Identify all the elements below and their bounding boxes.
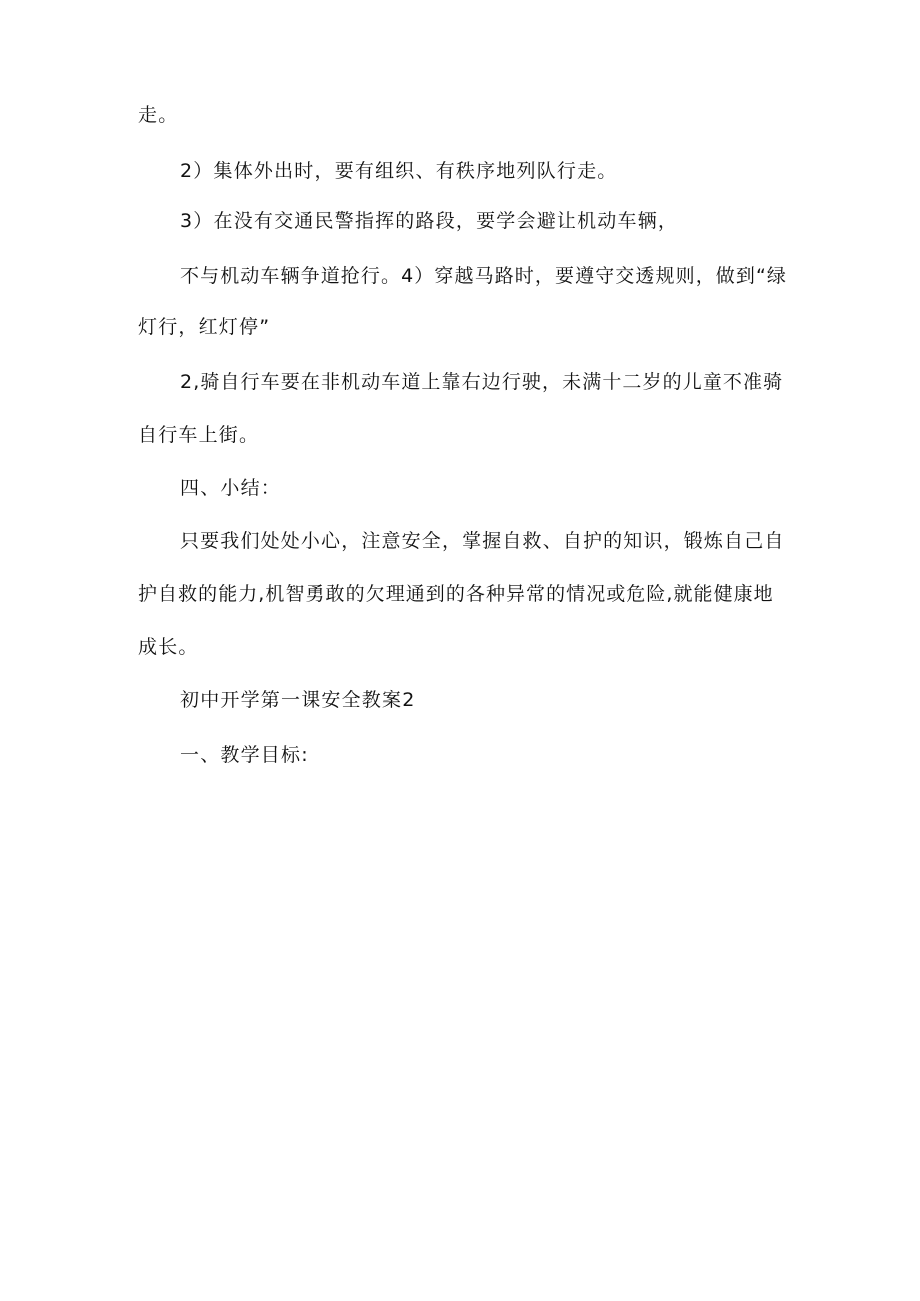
- document-title: 初中开学第一课安全教案2: [180, 689, 416, 711]
- paragraph-line: 走。: [138, 104, 179, 126]
- list-item-3: 3）在没有交通民警指挥的路段，要学会避让机动车辆，: [180, 210, 679, 232]
- paragraph-line: 自行车上街。: [138, 424, 260, 446]
- paragraph-line: 成长。: [138, 636, 199, 658]
- paragraph-line: 护自救的能力,机智勇敢的欠理通到的各种异常的情况或危险,就能健康地: [138, 583, 774, 605]
- section-heading-summary: 四、小结：: [180, 477, 282, 499]
- paragraph-line: 不与机动车辆争道抢行。4）穿越马路时，要遵守交透规则，做到“绿: [180, 265, 788, 287]
- section-heading-objectives: 一、教学目标:: [180, 744, 309, 766]
- paragraph-line: 灯行，红灯停”: [138, 316, 271, 338]
- list-item-2: 2）集体外出时，要有组织、有秩序地列队行走。: [180, 160, 618, 182]
- paragraph-line: 2,骑自行车要在非机动车道上靠右边行驶，未满十二岁的儿童不准骑: [180, 371, 784, 393]
- paragraph-line: 只要我们处处小心，注意安全，掌握自救、自护的知识，锻炼自己自: [180, 530, 785, 552]
